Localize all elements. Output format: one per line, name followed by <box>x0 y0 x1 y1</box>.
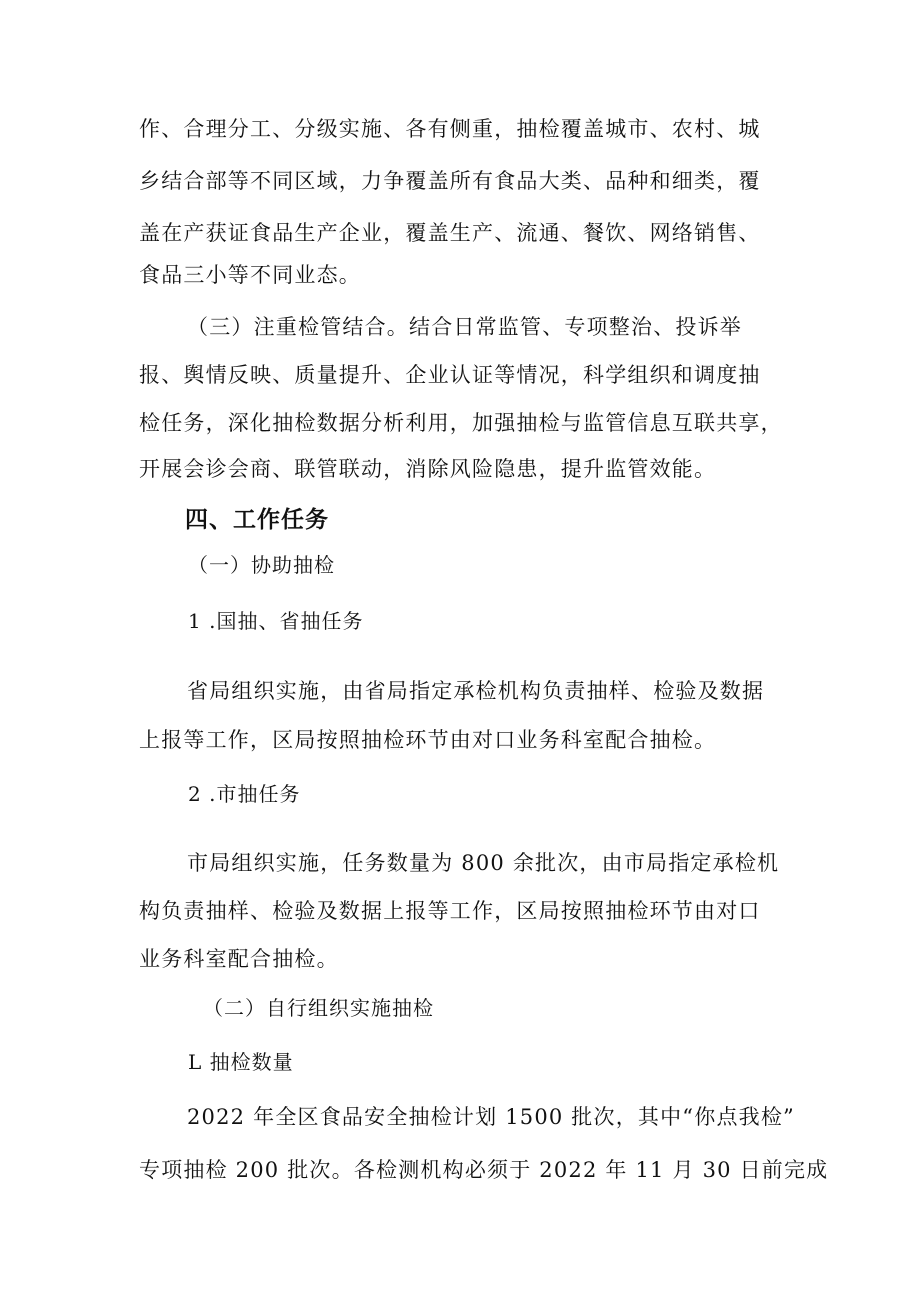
paragraph-3-line-2: 上报等工作，区局按照抽检环节由对口业务科室配合抽检。 <box>139 728 717 752</box>
paragraph-4-line-2: 构负责抽样、检验及数据上报等工作，区局按照抽检环节由对口 <box>139 899 761 923</box>
item-2-title: 2 .市抽任务 <box>188 782 301 806</box>
paragraph-2-line-2: 报、舆情反映、质量提升、企业认证等情况，科学组织和调度抽 <box>139 363 761 387</box>
paragraph-2-line-1: （三）注重检管结合。结合日常监管、专项整治、投诉举 <box>187 315 742 339</box>
paragraph-5-line-1: 2022 年全区食品安全抽检计划 1500 批次，其中“你点我检” <box>187 1105 795 1129</box>
paragraph-5-line-2: 专项抽检 200 批次。各检测机构必须于 2022 年 11 月 30 日前完成 <box>139 1158 829 1182</box>
item-3-title: L 抽检数量 <box>188 1050 294 1074</box>
paragraph-1-line-2: 乡结合部等不同区域，力争覆盖所有食品大类、品种和细类，覆 <box>139 169 761 193</box>
paragraph-3-line-1: 省局组织实施，由省局指定承检机构负责抽样、检验及数据 <box>187 679 765 703</box>
paragraph-1-line-4: 食品三小等不同业态。 <box>139 263 361 287</box>
paragraph-1-line-1: 作、合理分工、分级实施、各有侧重，抽检覆盖城市、农村、城 <box>139 117 761 141</box>
paragraph-1-line-3: 盖在产获证食品生产企业，覆盖生产、流通、餐饮、网络销售、 <box>139 221 761 245</box>
paragraph-4-line-3: 业务科室配合抽检。 <box>139 947 339 971</box>
subheading-self-organized-sampling: （二）自行组织实施抽检 <box>203 996 434 1020</box>
subheading-assist-sampling: （一）协助抽检 <box>188 553 335 577</box>
section-heading-work-tasks: 四、工作任务 <box>185 506 329 533</box>
item-1-title: 1 .国抽、省抽任务 <box>188 609 364 633</box>
paragraph-2-line-4: 开展会诊会商、联管联动，消除风险隐患，提升监管效能。 <box>139 457 717 481</box>
paragraph-2-line-3: 检任务，深化抽检数据分析利用，加强抽检与监管信息互联共享， <box>139 411 783 435</box>
paragraph-4-line-1: 市局组织实施，任务数量为 800 余批次，由市局指定承检机 <box>187 851 780 875</box>
